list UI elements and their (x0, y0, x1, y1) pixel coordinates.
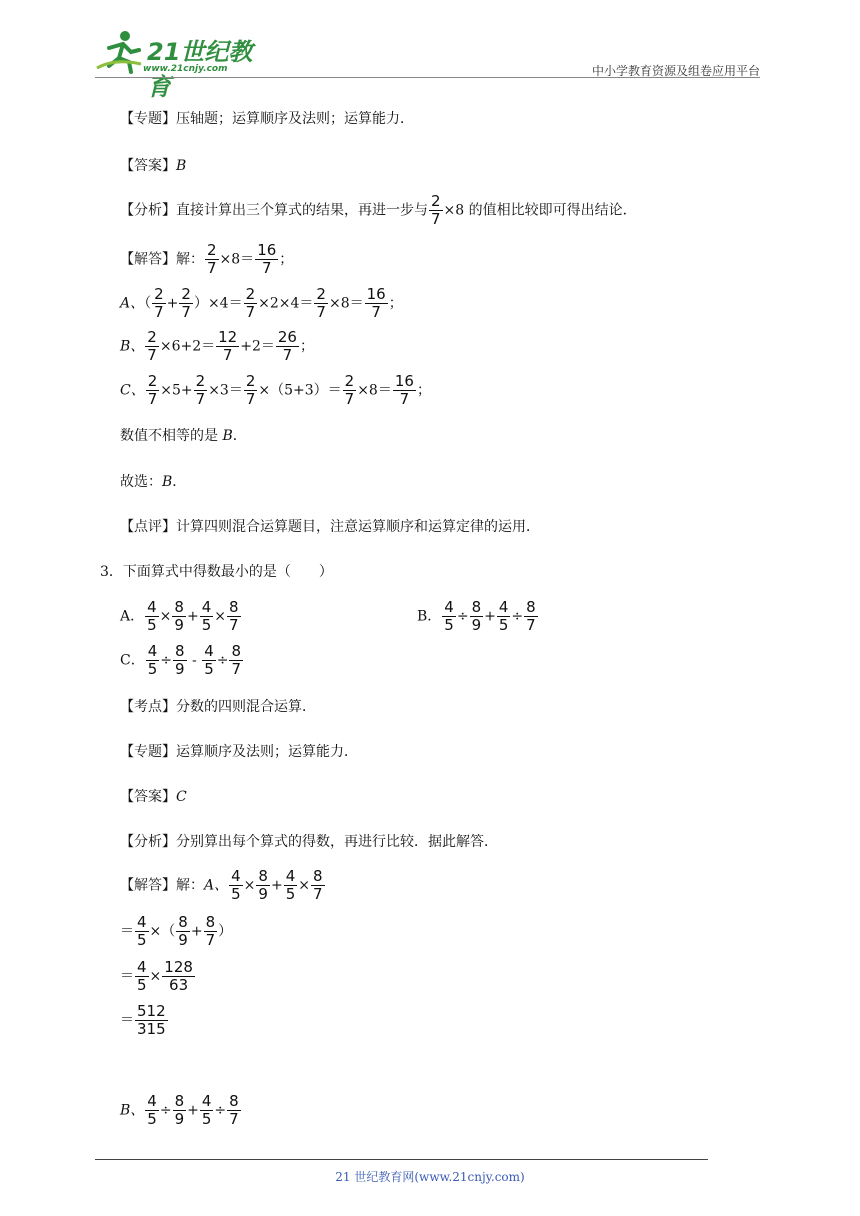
q3-stem: 3．下面算式中得数最小的是（ ） (100, 564, 333, 580)
q2-line-a: A、（ $\frac{2}{7}$ + $\frac{2}{7}$ ）×4＝ $\frac{2}{7}$ ×2×4＝ $\frac{2}{7}$ ×8＝ $\frac{16}{7}$ ； (120, 285, 403, 321)
page-header (95, 28, 760, 101)
q2-answer: 【答案】B (120, 158, 187, 174)
runner-logo-icon (95, 28, 145, 74)
logo (95, 28, 265, 101)
platform-name: 中小学教育资源及组卷应用平台 (591, 64, 760, 78)
q3-step-2: ＝ $\frac{4}{5}$ × $\frac{128}{63}$ (120, 958, 193, 994)
q3-kaodian: 【考点】分数的四则混合运算． (120, 699, 316, 715)
header-divider (95, 77, 760, 78)
q3-option-a[interactable]: A． $\frac{4}{5}$ × $\frac{8}{9}$ + $\frac{4}{5}$ × $\frac{8}{7}$ (120, 598, 239, 634)
logo-url: www.21cnjy.com (143, 64, 228, 74)
q2-solution-head: 【解答】解： $\frac{2}{7}$ ×8＝ $\frac{16}{7}$ ； (120, 241, 294, 277)
footer-link[interactable]: 21 世纪教育网(www.21cnjy.com) (335, 1170, 525, 1184)
q2-line-b: B、 $\frac{2}{7}$ ×6+2＝ $\frac{12}{7}$ +2＝ $\frac{26}{7}$ ； (120, 328, 314, 364)
q2-line-c: C、 $\frac{2}{7}$ ×5+ $\frac{2}{7}$ ×3＝ $\frac{2}{7}$ ×（5+3）＝ $\frac{2}{7}$ ×8＝ $\frac{16}{7}$ ； (120, 372, 431, 408)
q3-line-b: B、 $\frac{4}{5}$ ÷ $\frac{8}{9}$ + $\frac{4}{5}$ ÷ $\frac{8}{7}$ (120, 1092, 239, 1128)
q3-zhuanti: 【专题】运算顺序及法则；运算能力． (120, 744, 358, 760)
q3-answer: 【答案】C (120, 789, 187, 805)
q2-conclusion: 数值不相等的是 B． (120, 428, 247, 444)
logo-text: 21世纪教育 (147, 38, 253, 101)
q2-zhuanti: 【专题】压轴题；运算顺序及法则；运算能力． (120, 111, 414, 127)
q2-analysis: 【分析】直接计算出三个算式的结果，再进一步与 $\frac{2}{7}$ ×8 的值相比较即可得出结论． (120, 192, 637, 228)
q3-step-1: ＝ $\frac{4}{5}$ ×（ $\frac{8}{9}$ + $\frac{8}{7}$ ） (120, 913, 233, 949)
q2-comment: 【点评】计算四则混合运算题目，注意运算顺序和运算定律的运用． (120, 519, 540, 535)
q3-step-3: ＝ $\frac{512}{315}$ (120, 1002, 166, 1038)
q2-select: 故选：B． (120, 474, 187, 490)
footer-divider (95, 1159, 708, 1160)
q3-analysis: 【分析】分别算出每个算式的得数，再进行比较．据此解答． (120, 834, 498, 850)
q3-option-c[interactable]: C． $\frac{4}{5}$ ÷ $\frac{8}{9}$ - $\frac{4}{5}$ ÷ $\frac{8}{7}$ (120, 642, 242, 678)
q3-option-b[interactable]: B． $\frac{4}{5}$ ÷ $\frac{8}{9}$ + $\frac{4}{5}$ ÷ $\frac{8}{7}$ (417, 598, 536, 634)
q3-solution-head: 【解答】解：A、 $\frac{4}{5}$ × $\frac{8}{9}$ + $\frac{4}{5}$ × $\frac{8}{7}$ (120, 867, 323, 903)
